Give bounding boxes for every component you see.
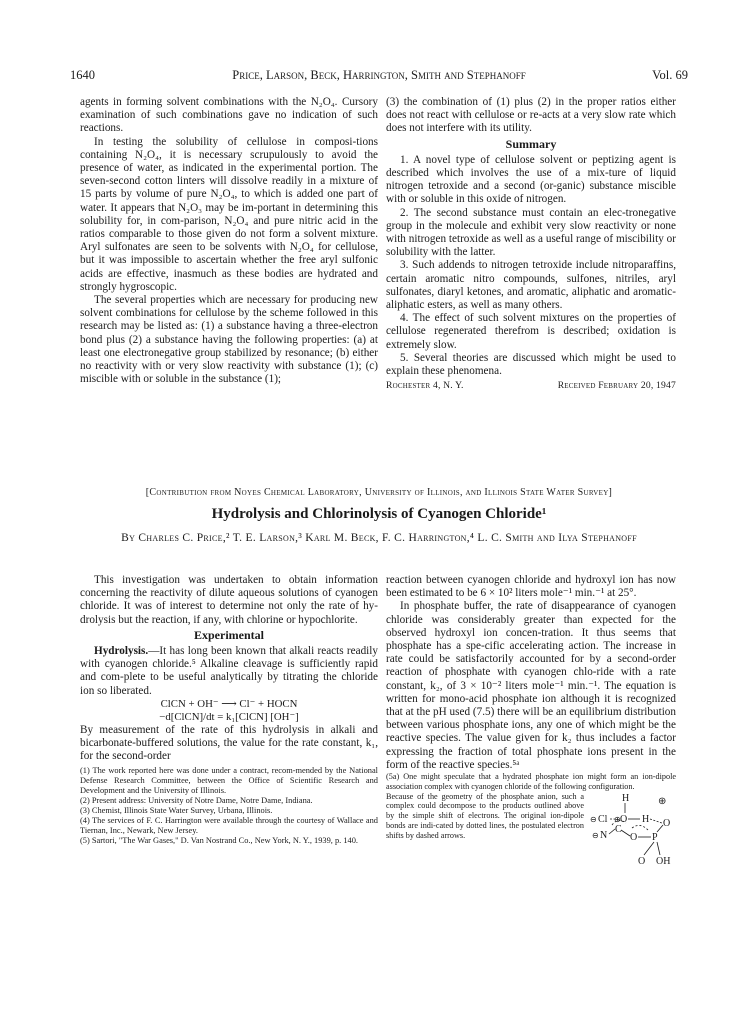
paragraph: The several properties which are necessary for producing new solvent combinations for cellulose by the scheme followed in this research may be listed as: (1) a substance having a three-electron bond plus (2) a substance having the following properties: (a) at least one electronegative group stabilized by resonance; (b) either no reactivity with or very slow reactivity with substance (1); (c) miscible with or soluble in the substance (1); bbox=[80, 294, 378, 386]
paragraph: In phosphate buffer, the rate of disappearance of cyanogen chloride was considerably greater than expected for the observed hydroxyl ion concen-tration. It thus seems that phosphate has a spe-cific accelerating action. The increase in rate could be satisfactorily accounted for by a second-order reaction of phosphate with cyanogen chlo-ride with a rate constant, k₂, of 3 × 10⁻² liters mole⁻¹ min.⁻¹. The equation is written for mono-acid phosphate ion although it is recognized that at the pH used (7.5) there will be an equilibrium distribution between various phosphate ions, any one of which might be the reactive species. The value given for k₂ thus includes a factor expressing the fraction of total phosphate ions present in the form of the reactive species.⁵ᵃ bbox=[386, 600, 676, 771]
atom-label: OH bbox=[656, 855, 671, 867]
atom-label: O bbox=[638, 855, 646, 867]
footnote-with-structure bbox=[386, 791, 676, 867]
footnote: (3) Chemist, Illinois State Water Survey, Urbana, Illinois. bbox=[80, 806, 273, 816]
received-date: Received February 20, 1947 bbox=[557, 380, 676, 392]
bond-line bbox=[621, 830, 630, 836]
atom-label: Cl bbox=[598, 813, 608, 825]
rate-equation: −d[ClCN]/dt = k₁[ClCN] [OH⁻] bbox=[159, 710, 299, 723]
charge-label: ⊕ bbox=[614, 814, 621, 824]
electron-shift-arrow bbox=[632, 825, 648, 830]
bottom-left-column bbox=[80, 574, 378, 846]
location: Rochester 4, N. Y. bbox=[386, 380, 464, 392]
volume-number: Vol. 69 bbox=[652, 68, 688, 82]
atom-label: N bbox=[600, 829, 608, 841]
atom-label: O bbox=[630, 831, 638, 843]
bottom-right-column bbox=[386, 574, 676, 867]
atom-label: O bbox=[620, 813, 628, 825]
footnote: (5a) One might speculate that a hydrated phosphate ion might form an ion-dipole association complex with cyanogen chloride of the following configuration. bbox=[386, 772, 676, 791]
byline: By Charles C. Price,² T. E. Larson,³ Karl M. Beck, F. C. Harrington,⁴ L. C. Smith and Ilya Stephanoff bbox=[121, 532, 637, 544]
atom-label: O bbox=[663, 817, 671, 829]
run-in-heading: Hydrolysis. bbox=[94, 645, 149, 658]
paragraph: agents in forming solvent combinations with the N₂O₄. Cursory examination of such combinations gave no indication of such reactions. bbox=[80, 96, 378, 135]
footnotes bbox=[80, 766, 378, 846]
footnote: (2) Present address: University of Notre Dame, Notre Dame, Indiana. bbox=[80, 796, 313, 806]
signature-line bbox=[386, 379, 676, 392]
atom-label: H bbox=[642, 813, 650, 825]
paragraph: In testing the solubility of cellulose in composi-tions containing N₂O₄, it is necessary scrupulously to avoid the presence of water, as indicated in the experimental portion. The seven-second cotton linters will dissolve readily in a mixture of 15 parts by volume of pure N₂O₄, to which is added one part of water. It appears that N₂O₃ may be im-portant in determining this solubility for, in com-parison, N₂O₄ and pure nitric acid in the ratios comparable to those given do not form a solvent mixture. Aryl sulfonates are seen to be solvents with N₂O₄ for cellulose, but it was impossible to ascertain whether the free aryl sulfonic acids are effective, inasmuch as these bodies are hydrated and strongly hygroscopic. bbox=[80, 135, 378, 293]
atom-label: H bbox=[622, 792, 630, 804]
bond-line bbox=[644, 842, 654, 855]
paragraph: This investigation was undertaken to obtain information concerning the reactivity of dilute aqueous solutions of cyanogen chloride. It was of interest to determine not only the rate of hy-drolysis but the reaction, if any, with chlorine or hypochlorite. bbox=[80, 574, 378, 626]
paragraph-text: —It has long been known that alkali reacts readily with cyanogen chloride.⁵ Alkaline cleavage is sufficiently rapid and com-plete to be useful analytically by titrating the chloride ion so liberated. bbox=[80, 645, 378, 697]
top-right-column bbox=[386, 96, 676, 392]
atom-label: P bbox=[652, 831, 658, 843]
footnote: (1) The work reported here was done under a contract, recom-mended by the National Defense Research Committee, between the Office of Scientific Research and Development and the University of Illinois. bbox=[80, 766, 378, 796]
summary-item: 1. A novel type of cellulose solvent or peptizing agent is described which involves the use of a mix-ture of liquid nitrogen tetroxide and a second (or-ganic) substance miscible with or soluble in this oxide of nitrogen. bbox=[386, 153, 676, 206]
paragraph bbox=[80, 645, 378, 698]
contribution-line: [Contribution from Noyes Chemical Laboratory, University of Illinois, and Illinois State Water Survey] bbox=[145, 487, 613, 498]
charge-label: ⊖ bbox=[590, 814, 597, 824]
ion-dipole-bond bbox=[650, 819, 662, 823]
footnote: (4) The services of F. C. Harrington were available through the courtesy of Wallace and Tiernan, Inc., Newark, New Jersey. bbox=[80, 816, 378, 836]
summary-item: 4. The effect of such solvent mixtures on the properties of cellulose regenerated therefrom is described; oxidation is extremely slow. bbox=[386, 312, 676, 351]
equation: ClCN + OH⁻ ⟶ Cl⁻ + HOCN bbox=[160, 697, 298, 710]
footnote-continuation: Because of the geometry of the phosphate anion, such a complex could decompose to the products outlined above by the simple shift of electrons. The original ion-dipole bonds are indi-cated by dotted lines, the postulated electron shifts by dashed arrows. bbox=[386, 791, 584, 840]
phosphate-complex-structure-diagram bbox=[588, 792, 676, 872]
paragraph: By measurement of the rate of this hydrolysis in alkali and bicarbonate-buffered solutions, the value for the rate constant, k₁, for the second-order bbox=[80, 723, 378, 763]
charge-label: ⊖ bbox=[592, 830, 599, 840]
page-number: 1640 bbox=[70, 68, 95, 82]
paragraph: reaction between cyanogen chloride and hydroxyl ion has now been estimated to be 6 × 10² liters mole⁻¹ min.⁻¹ at 25°. bbox=[386, 574, 676, 600]
summary-heading: Summary bbox=[505, 136, 557, 151]
atom-label: C bbox=[615, 823, 622, 835]
running-head-authors: Price, Larson, Beck, Harrington, Smith and Stephanoff bbox=[232, 68, 526, 82]
running-head bbox=[70, 68, 688, 86]
footnote: (5) Sartori, "The War Gases," D. Van Nostrand Co., New York, N. Y., 1939, p. 140. bbox=[80, 836, 359, 846]
paragraph: (3) the combination of (1) plus (2) in the proper ratios either does not react with cellulose or re-acts at a very slow rate which does not interfere with its utility. bbox=[386, 96, 676, 135]
summary-item: 2. The second substance must contain an elec-tronegative group in the molecule and exhibit very slow reactivity or none with nitrogen tetroxide as well as a useful range of miscibility or solubility with the latter. bbox=[386, 206, 676, 259]
summary-item: 3. Such addends to nitrogen tetroxide include nitroparaffins, certain aromatic nitro compounds, sulfones, nitriles, aryl sulfonates, diaryl ketones, and aromatic, aliphatic and aromatic-aliphatic esters, as well as many others. bbox=[386, 259, 676, 312]
summary-item: 5. Several theories are discussed which might be used to explain these phenomena. bbox=[386, 351, 676, 378]
experimental-heading: Experimental bbox=[194, 627, 264, 642]
top-left-column bbox=[80, 96, 378, 386]
charge-label: ⊕ bbox=[658, 795, 667, 807]
article-title: Hydrolysis and Chlorinolysis of Cyanogen Chloride¹ bbox=[211, 506, 547, 522]
bond-line bbox=[657, 842, 660, 855]
